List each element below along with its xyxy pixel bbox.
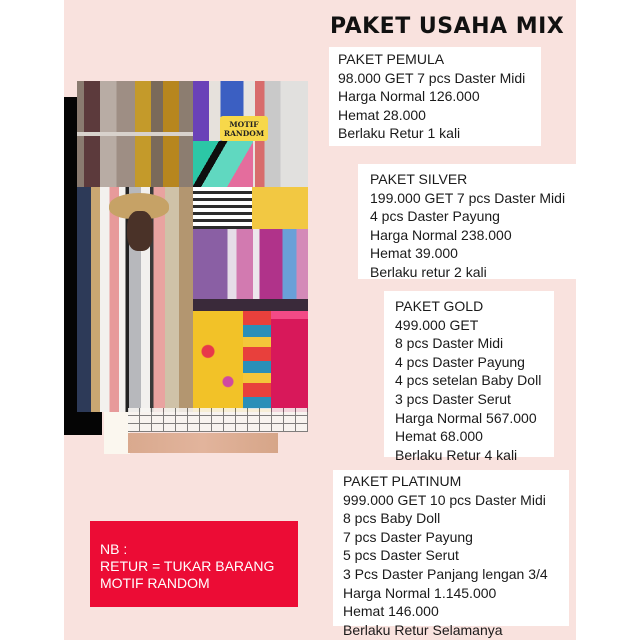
package-return-policy: Berlaku Retur Selamanya xyxy=(343,621,503,638)
package-savings: Hemat 68.000 xyxy=(395,428,483,445)
package-normal-price: Harga Normal 238.000 xyxy=(370,226,512,243)
package-return-policy: Berlaku Retur 1 kali xyxy=(338,125,461,142)
page-title: PAKET USAHA MIX xyxy=(330,14,565,39)
product-photo-collage xyxy=(77,81,308,412)
package-item: 7 pcs Daster Payung xyxy=(343,528,473,545)
package-normal-price: Harga Normal 126.000 xyxy=(338,88,480,105)
photo-yellow-floral-set xyxy=(193,311,243,412)
package-gold xyxy=(384,291,554,463)
photo-daster-serut xyxy=(193,229,308,299)
note-heading: NB : xyxy=(100,541,128,557)
package-pemula xyxy=(329,47,541,146)
package-item: 4 pcs Daster Payung xyxy=(370,208,500,225)
package-name: PAKET PLATINUM xyxy=(343,473,462,489)
photo-pink-set xyxy=(271,311,308,412)
package-savings: Hemat 28.000 xyxy=(338,106,426,123)
photo-daster-midi-rack xyxy=(77,81,193,187)
hair-shape xyxy=(127,211,153,251)
package-platinum xyxy=(333,470,569,638)
photo-yellow-baby-doll xyxy=(252,187,308,229)
package-item: 8 pcs Baby Doll xyxy=(343,510,441,527)
package-silver xyxy=(358,164,576,279)
package-item: 3 Pcs Daster Panjang lengan 3/4 xyxy=(343,565,548,582)
package-item: 4 pcs setelan Baby Doll xyxy=(395,372,542,389)
decorative-grid-paper xyxy=(128,408,308,432)
package-return-policy: Berlaku Retur 4 kali xyxy=(395,446,518,463)
package-offer: 999.000 GET 10 pcs Daster Midi xyxy=(343,491,546,508)
package-normal-price: Harga Normal 1.145.000 xyxy=(343,584,497,601)
package-offer: 499.000 GET xyxy=(395,316,479,333)
package-savings: Hemat 39.000 xyxy=(370,245,458,262)
promo-poster xyxy=(64,0,576,640)
motif-random-label: MOTIF RANDOM xyxy=(220,116,268,141)
package-savings: Hemat 146.000 xyxy=(343,603,439,620)
package-item: 5 pcs Daster Serut xyxy=(343,547,459,564)
package-name: PAKET PEMULA xyxy=(338,51,445,67)
note-box xyxy=(90,521,298,607)
photo-model-striped-dress xyxy=(77,187,193,412)
package-name: PAKET GOLD xyxy=(395,298,484,314)
package-item: 3 pcs Daster Serut xyxy=(395,390,511,407)
package-item: 8 pcs Daster Midi xyxy=(395,335,504,352)
note-return-definition: RETUR = TUKAR BARANG xyxy=(100,558,275,574)
decorative-tape xyxy=(128,433,278,453)
photo-strip xyxy=(193,299,308,311)
package-normal-price: Harga Normal 567.000 xyxy=(395,409,537,426)
package-offer: 199.000 GET 7 pcs Daster Midi xyxy=(370,189,566,206)
package-return-policy: Berlaku retur 2 kali xyxy=(370,263,487,280)
package-offer: 98.000 GET 7 pcs Daster Midi xyxy=(338,69,526,86)
photo-fabric-stack xyxy=(243,311,271,412)
note-motif: MOTIF RANDOM xyxy=(100,575,210,591)
photo-printed-daster xyxy=(193,141,253,187)
package-name: PAKET SILVER xyxy=(370,171,468,187)
decorative-paper-scrap xyxy=(104,412,130,454)
package-item: 4 pcs Daster Payung xyxy=(395,353,525,370)
